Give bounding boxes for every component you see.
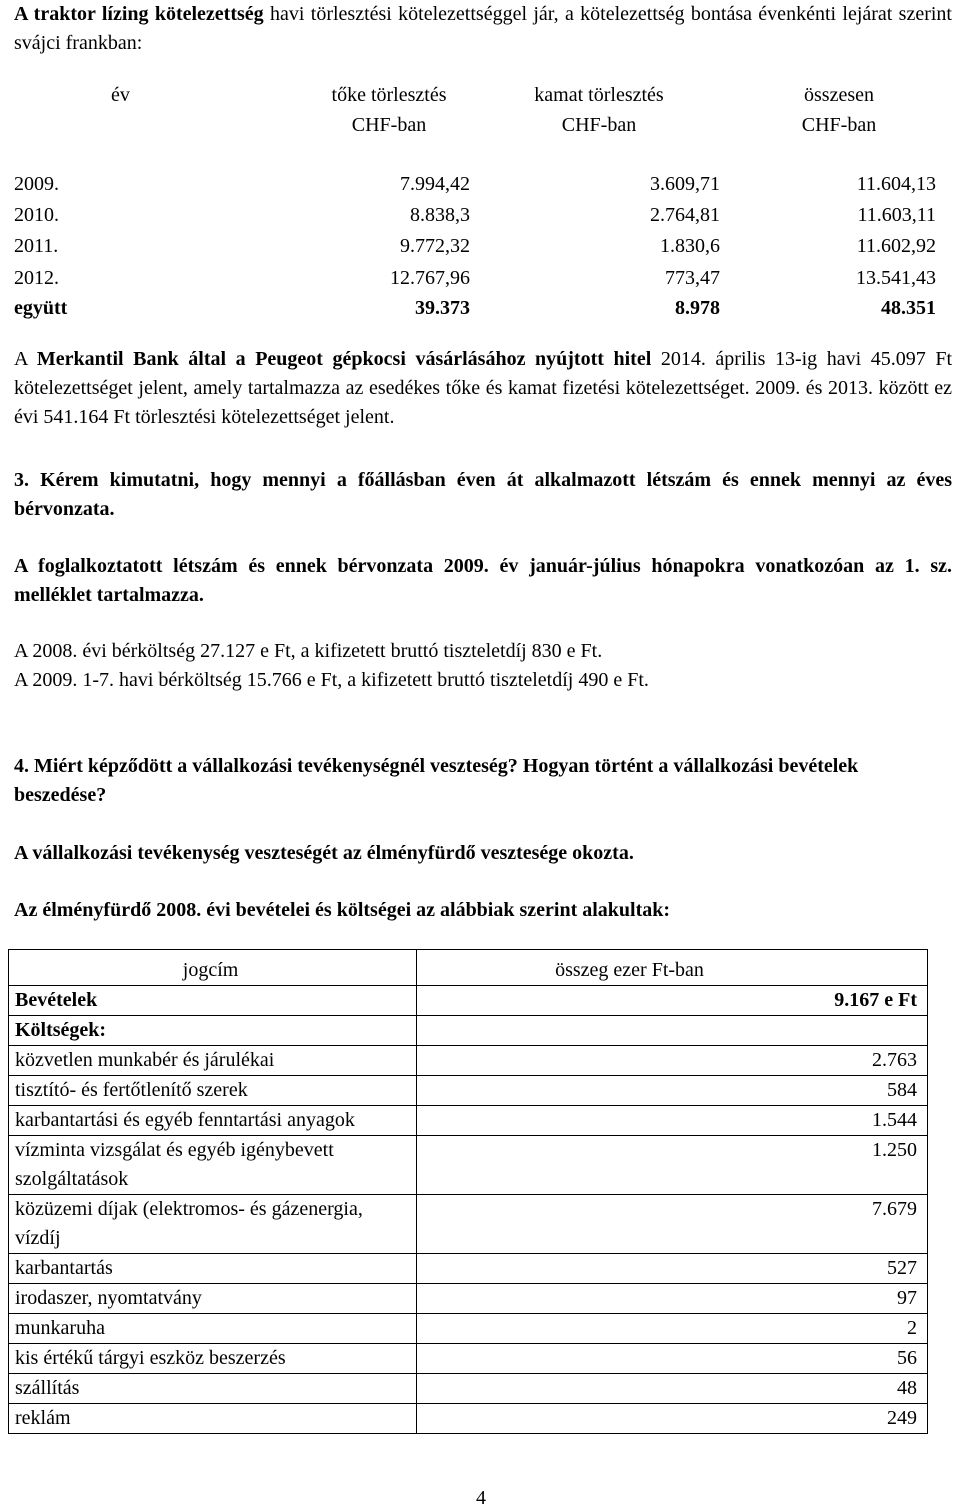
cell-total: 48.351 [881, 297, 936, 319]
question-4: 4. Miért képződött a vállalkozási tevékenységnél veszteség? Hogyan történt a vállalkozási bevételek beszedése? [14, 755, 859, 806]
cost-name: munkaruha [9, 1314, 417, 1344]
cell-principal: 9.772,32 [400, 235, 470, 257]
cost-amount: 584 [417, 1076, 928, 1106]
cell-interest: 3.609,71 [650, 173, 720, 195]
cost-amount: 249 [417, 1404, 928, 1434]
cell-interest: 773,47 [665, 267, 720, 289]
header-total-line2: CHF-ban [801, 114, 877, 136]
cost-amount: 527 [417, 1254, 928, 1284]
cost-name: irodaszer, nyomtatvány [9, 1284, 417, 1314]
revenue-value: 9.167 e Ft [417, 986, 928, 1016]
cell-principal: 7.994,42 [400, 173, 470, 195]
table-row [9, 1106, 928, 1136]
answer-4: A vállalkozási tevékenység veszteségét az élményfürdő vesztesége okozta. [14, 842, 634, 864]
table-row [9, 1046, 928, 1076]
cell-year: 2011. [14, 235, 59, 257]
table-row [9, 1374, 928, 1404]
header-year: év [111, 84, 130, 106]
table-row [9, 1404, 928, 1434]
header-interest-line1: kamat törlesztés [534, 84, 664, 106]
cost-name: kis értékű tárgyi eszköz beszerzés [9, 1344, 417, 1374]
answer-3: A foglalkoztatott létszám és ennek bérvonzata 2009. év január-július hónapokra vonatkozóan az 1. sz. melléklet tartalmazza. [14, 555, 952, 606]
cost-amount: 1.250 [417, 1136, 928, 1195]
cost-name: tisztító- és fertőtlenítő szerek [9, 1076, 417, 1106]
cell-total: 11.602,92 [856, 235, 936, 257]
cost-name: közüzemi díjak (elektromos- és gázenergia, vízdíj [9, 1195, 417, 1254]
intro-text: havi törlesztési kötelezettséggel jár, a kötelezettség bontása évenkénti lejárat szerint svájci frankban: [14, 3, 952, 54]
header-total [774, 80, 904, 140]
cell-total: 11.604,13 [856, 173, 936, 195]
intro-paragraph [14, 0, 952, 58]
header-total-line1: összesen [804, 84, 874, 106]
page-number: 4 [476, 1487, 486, 1509]
header-interest [509, 80, 689, 140]
wage-line-2008: A 2008. évi bérköltség 27.127 e Ft, a kifizetett bruttó tiszteletdíj 830 e Ft. [14, 640, 603, 662]
cost-name: karbantartás [9, 1254, 417, 1284]
cost-name: szállítás [9, 1374, 417, 1404]
costs-label: Költségek: [9, 1016, 417, 1046]
question-3: 3. Kérem kimutatni, hogy mennyi a főállásban éven át alkalmazott létszám és ennek mennyi az éves bérvonzata. [14, 469, 952, 520]
costs-empty [417, 1016, 928, 1046]
merkantil-text-a: A [14, 348, 37, 370]
revenue-label: Bevételek [9, 986, 417, 1016]
table-row [9, 1195, 928, 1254]
spa-table [8, 949, 928, 1434]
cell-interest: 2.764,81 [650, 204, 720, 226]
table-row [14, 231, 946, 262]
cost-name: reklám [9, 1404, 417, 1434]
table-row [14, 200, 946, 231]
header-principal-line2: CHF-ban [351, 114, 427, 136]
table-row [14, 169, 946, 200]
wage-line-2009: A 2009. 1-7. havi bérköltség 15.766 e Ft, a kifizetett bruttó tiszteletdíj 490 e Ft. [14, 669, 649, 691]
table-row [9, 1314, 928, 1344]
merkantil-text-b: 2014. április 13-ig havi 45.097 Ft kötelezettséget jelent, amely tartalmazza az esedékes tőke és kamat fizetési kötelezettséget. 2009. és 2013. között ez évi 541.164 Ft törlesztési kötelezettséget jelent. [14, 348, 953, 428]
table-row [9, 1254, 928, 1284]
cell-year: 2012. [14, 267, 59, 289]
cell-principal: 12.767,96 [390, 267, 470, 289]
table-row [14, 263, 946, 294]
table-row [9, 1136, 928, 1195]
cost-amount: 2 [417, 1314, 928, 1344]
cell-interest: 8.978 [675, 297, 720, 319]
cost-name: karbantartási és egyéb fenntartási anyagok [9, 1106, 417, 1136]
cost-amount: 2.763 [417, 1046, 928, 1076]
costs-row [9, 1016, 928, 1046]
cost-name: közvetlen munkabér és járulékai [9, 1046, 417, 1076]
cell-principal: 39.373 [415, 297, 470, 319]
cost-amount: 48 [417, 1374, 928, 1404]
table-row [9, 1344, 928, 1374]
intro-bold: A traktor lízing kötelezettség [14, 3, 264, 25]
revenue-row [9, 986, 928, 1016]
header-interest-line2: CHF-ban [561, 114, 637, 136]
cost-amount: 1.544 [417, 1106, 928, 1136]
cell-year: együtt [14, 297, 68, 319]
header-amount: összeg ezer Ft-ban [417, 950, 928, 986]
cell-total: 11.603,11 [857, 204, 936, 226]
table-row [9, 1076, 928, 1106]
cell-principal: 8.838,3 [410, 204, 470, 226]
cost-name: vízminta vizsgálat és egyéb igénybevett szolgáltatások [9, 1136, 417, 1195]
cost-amount: 97 [417, 1284, 928, 1314]
merkantil-bold: Merkantil Bank által a Peugeot gépkocsi vásárlásához nyújtott hitel [36, 348, 652, 370]
header-principal [314, 80, 464, 140]
cost-amount: 7.679 [417, 1195, 928, 1254]
cell-year: 2010. [14, 204, 59, 226]
header-principal-line1: tőke törlesztés [331, 84, 447, 106]
merkantil-paragraph [14, 345, 952, 432]
cell-total: 13.541,43 [856, 267, 936, 289]
spa-table-header [9, 950, 928, 986]
cost-amount: 56 [417, 1344, 928, 1374]
cell-interest: 1.830,6 [660, 235, 720, 257]
table-row-total [14, 293, 946, 324]
table-row [9, 1284, 928, 1314]
cell-year: 2009. [14, 173, 59, 195]
header-title: jogcím [9, 950, 417, 986]
spa-intro: Az élményfürdő 2008. évi bevételei és költségei az alábbiak szerint alakultak: [14, 899, 671, 921]
